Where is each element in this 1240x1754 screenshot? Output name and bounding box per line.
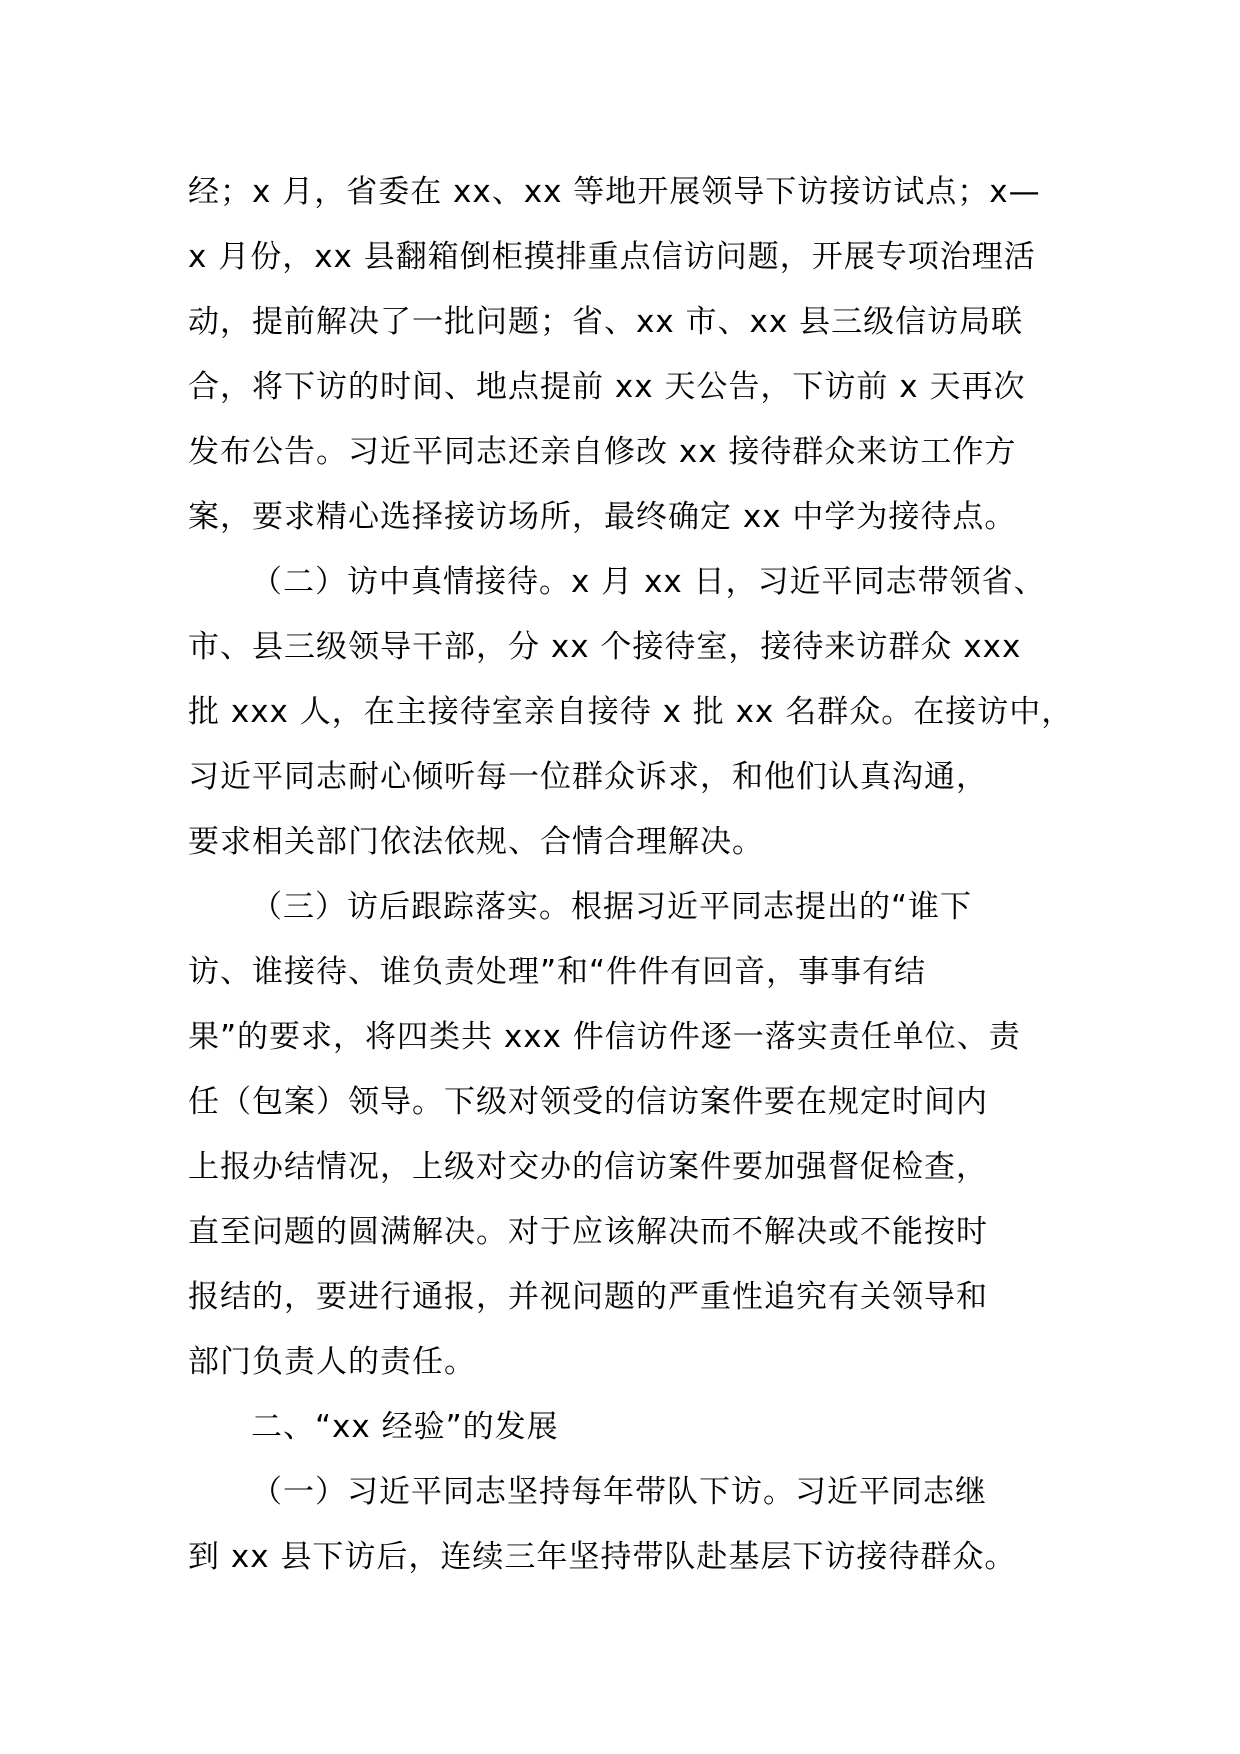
paragraph-start-line: （二）访中真情接待。x 月 xx 日，习近平同志带领省、 <box>251 564 1046 600</box>
text-line: 访、谁接待、谁负责处理”和“件件有回音，事事有结 <box>188 954 927 990</box>
text-line: 合，将下访的时间、地点提前 xx 天公告，下访前 x 天再次 <box>188 369 1026 405</box>
paragraph-start-line: （一）习近平同志坚持每年带队下访。习近平同志继 <box>251 1474 987 1510</box>
text-line: 任（包案）领导。下级对领受的信访案件要在规定时间内 <box>188 1084 988 1120</box>
text-line: 案，要求精心选择接访场所，最终确定 xx 中学为接待点。 <box>188 499 1017 535</box>
text-line: 经；x 月，省委在 xx、xx 等地开展领导下访接访试点；x— <box>188 174 1041 210</box>
section-heading: 二、“xx 经验”的发展 <box>251 1409 559 1445</box>
text-line: 直至问题的圆满解决。对于应该解决而不解决或不能按时 <box>188 1214 988 1250</box>
text-line: 果”的要求，将四类共 xxx 件信访件逐一落实责任单位、责 <box>188 1019 1021 1055</box>
document-body <box>188 160 1074 1590</box>
text-line: 习近平同志耐心倾听每一位群众诉求，和他们认真沟通， <box>188 759 988 795</box>
text-line: 报结的，要进行通报，并视问题的严重性追究有关领导和 <box>188 1279 988 1315</box>
text-line: 到 xx 县下访后，连续三年坚持带队赴基层下访接待群众。 <box>188 1539 1017 1575</box>
text-line: 部门负责人的责任。 <box>188 1344 476 1380</box>
text-line: x 月份，xx 县翻箱倒柜摸排重点信访问题，开展专项治理活 <box>188 239 1036 275</box>
text-line: 批 xxx 人，在主接待室亲自接待 x 批 xx 名群众。在接访中， <box>188 694 1074 730</box>
text-line: 上报办结情况，上级对交办的信访案件要加强督促检查， <box>188 1149 988 1185</box>
text-line: 动，提前解决了一批问题；省、xx 市、xx 县三级信访局联 <box>188 304 1024 340</box>
text-line: 市、县三级领导干部，分 xx 个接待室，接待来访群众 xxx <box>188 629 1022 665</box>
paragraph-start-line: （三）访后跟踪落实。根据习近平同志提出的“谁下 <box>251 889 973 925</box>
text-line: 要求相关部门依法依规、合情合理解决。 <box>188 824 764 860</box>
text-line: 发布公告。习近平同志还亲自修改 xx 接待群众来访工作方 <box>188 434 1017 470</box>
